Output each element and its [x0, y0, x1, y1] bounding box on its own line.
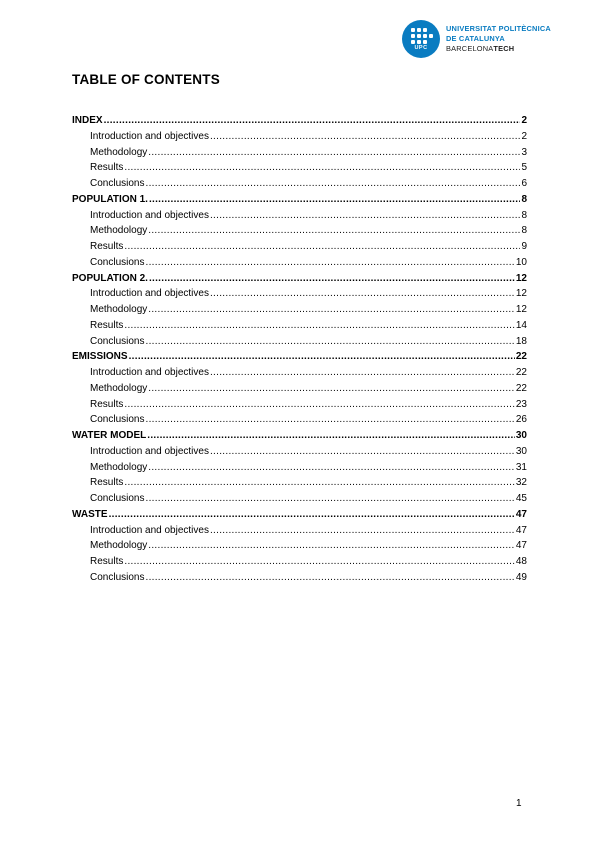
toc-entry-page: 8: [521, 225, 527, 237]
toc-subsection-entry[interactable]: [72, 381, 527, 397]
toc-subsection-entry[interactable]: [72, 475, 527, 491]
toc-subsection-entry[interactable]: [72, 538, 527, 554]
table-of-contents: [72, 113, 527, 586]
toc-entry-label: Introduction and objectives: [90, 524, 209, 536]
toc-entry-page: 32: [515, 477, 527, 489]
upc-logo: [402, 20, 551, 58]
toc-dot-leader: [210, 523, 515, 539]
toc-dot-leader: [148, 538, 515, 554]
toc-entry-page: 26: [515, 414, 527, 426]
toc-entry-page: 47: [515, 540, 527, 552]
toc-subsection-entry[interactable]: [72, 255, 527, 271]
toc-subsection-entry[interactable]: [72, 129, 527, 145]
toc-entry-label: Introduction and objectives: [90, 445, 209, 457]
toc-dot-leader: [149, 192, 521, 208]
university-line-2: DE CATALUNYA: [446, 34, 505, 43]
toc-subsection-entry[interactable]: [72, 239, 527, 255]
toc-entry-label: WASTE: [72, 508, 108, 520]
toc-entry-page: 47: [515, 508, 527, 520]
toc-dot-leader: [210, 129, 520, 145]
university-name: [446, 24, 551, 54]
toc-entry-label: Methodology: [90, 540, 148, 552]
page-number: 1: [516, 798, 522, 809]
toc-subsection-entry[interactable]: [72, 318, 527, 334]
toc-section-entry[interactable]: [72, 507, 527, 523]
toc-dot-leader: [145, 570, 514, 586]
toc-entry-page: 22: [515, 382, 527, 394]
toc-entry-page: 45: [515, 493, 527, 504]
toc-subsection-entry[interactable]: [72, 223, 527, 239]
toc-dot-leader: [210, 365, 515, 381]
toc-subsection-entry[interactable]: [72, 145, 527, 161]
toc-entry-page: 12: [515, 288, 527, 300]
toc-dot-leader: [148, 145, 520, 161]
toc-dot-leader: [124, 239, 520, 255]
toc-entry-label: Methodology: [90, 146, 148, 158]
toc-entry-page: 30: [515, 445, 527, 457]
toc-subsection-entry[interactable]: [72, 460, 527, 476]
toc-subsection-entry[interactable]: [72, 334, 527, 350]
toc-dot-leader: [145, 491, 514, 507]
toc-dot-leader: [145, 412, 514, 428]
toc-entry-page: 8: [521, 193, 527, 205]
university-line-3-light: BARCELONA: [446, 44, 494, 53]
toc-dot-leader: [129, 349, 515, 365]
toc-entry-label: WATER MODEL: [72, 430, 147, 441]
toc-entry-page: 8: [521, 209, 527, 221]
toc-subsection-entry[interactable]: [72, 176, 527, 192]
toc-dot-leader: [104, 113, 521, 129]
toc-entry-label: Introduction and objectives: [90, 288, 209, 300]
toc-dot-leader: [145, 255, 514, 271]
university-line-3: [446, 44, 551, 54]
toc-entry-page: 18: [515, 335, 527, 347]
toc-section-entry[interactable]: [72, 349, 527, 365]
toc-entry-label: Conclusions: [90, 335, 145, 347]
toc-entry-label: Results: [90, 556, 124, 567]
toc-entry-label: Methodology: [90, 304, 148, 315]
toc-entry-page: 22: [515, 351, 527, 363]
page-title: TABLE OF CONTENTS: [72, 72, 220, 87]
toc-entry-page: 9: [521, 241, 527, 252]
toc-entry-label: Results: [90, 162, 124, 174]
toc-entry-page: 48: [515, 556, 527, 567]
toc-entry-page: 14: [515, 319, 527, 331]
toc-entry-label: Methodology: [90, 382, 148, 394]
toc-dot-leader: [124, 554, 515, 570]
toc-entry-label: Results: [90, 477, 124, 489]
toc-entry-page: 49: [515, 571, 527, 583]
toc-dot-leader: [210, 286, 515, 302]
toc-dot-leader: [210, 208, 520, 224]
toc-dot-leader: [148, 381, 515, 397]
toc-entry-page: 31: [515, 461, 527, 473]
university-line-1: UNIVERSITAT POLITÈCNICA: [446, 24, 551, 33]
toc-entry-page: 23: [515, 398, 527, 410]
toc-entry-page: 2: [521, 130, 527, 142]
toc-entry-page: 30: [515, 430, 527, 441]
toc-entry-page: 12: [515, 272, 527, 284]
toc-entry-page: 3: [521, 146, 527, 158]
toc-section-entry[interactable]: [72, 271, 527, 287]
toc-entry-page: 5: [521, 162, 527, 174]
toc-dot-leader: [148, 460, 515, 476]
toc-entry-label: Conclusions: [90, 178, 145, 189]
toc-section-entry[interactable]: [72, 428, 527, 444]
toc-entry-page: 2: [521, 115, 527, 126]
toc-entry-page: 47: [515, 524, 527, 536]
toc-section-entry[interactable]: [72, 192, 527, 208]
toc-entry-label: Results: [90, 241, 124, 252]
toc-subsection-entry[interactable]: [72, 444, 527, 460]
toc-subsection-entry[interactable]: [72, 286, 527, 302]
toc-entry-page: 6: [521, 178, 527, 189]
toc-dot-leader: [210, 444, 515, 460]
toc-entry-label: Methodology: [90, 461, 148, 473]
toc-dot-leader: [149, 271, 515, 287]
toc-dot-leader: [124, 475, 515, 491]
toc-dot-leader: [109, 507, 515, 523]
toc-dot-leader: [124, 318, 515, 334]
toc-entry-label: Introduction and objectives: [90, 367, 209, 378]
toc-dot-leader: [124, 397, 515, 413]
upc-abbrev: UPC: [414, 45, 428, 51]
toc-dot-leader: [148, 223, 520, 239]
toc-subsection-entry[interactable]: [72, 302, 527, 318]
toc-entry-label: Introduction and objectives: [90, 130, 209, 142]
toc-dot-leader: [147, 428, 515, 444]
toc-dot-leader: [145, 334, 514, 350]
toc-dot-leader: [124, 160, 520, 176]
upc-emblem-icon: [402, 20, 440, 58]
toc-subsection-entry[interactable]: [72, 523, 527, 539]
toc-entry-label: POPULATION 2.: [72, 272, 148, 284]
toc-entry-page: 10: [515, 256, 527, 268]
toc-section-entry[interactable]: [72, 113, 527, 129]
toc-entry-label: Results: [90, 319, 124, 331]
toc-entry-label: Methodology: [90, 225, 148, 237]
university-line-3-bold: TECH: [493, 44, 515, 53]
toc-entry-label: EMISSIONS: [72, 351, 128, 363]
toc-entry-label: Conclusions: [90, 493, 145, 504]
toc-subsection-entry[interactable]: [72, 160, 527, 176]
toc-subsection-entry[interactable]: [72, 570, 527, 586]
toc-entry-label: Results: [90, 398, 124, 410]
toc-entry-label: POPULATION 1.: [72, 193, 148, 205]
toc-subsection-entry[interactable]: [72, 412, 527, 428]
toc-subsection-entry[interactable]: [72, 365, 527, 381]
toc-dot-leader: [145, 176, 520, 192]
toc-subsection-entry[interactable]: [72, 397, 527, 413]
toc-subsection-entry[interactable]: [72, 554, 527, 570]
toc-subsection-entry[interactable]: [72, 208, 527, 224]
toc-entry-label: Conclusions: [90, 414, 145, 426]
toc-entry-label: Conclusions: [90, 571, 145, 583]
toc-subsection-entry[interactable]: [72, 491, 527, 507]
toc-entry-page: 22: [515, 367, 527, 378]
toc-entry-label: Introduction and objectives: [90, 209, 209, 221]
toc-entry-label: Conclusions: [90, 256, 145, 268]
toc-dot-leader: [148, 302, 515, 318]
toc-entry-page: 12: [515, 304, 527, 315]
toc-entry-label: INDEX: [72, 115, 103, 126]
